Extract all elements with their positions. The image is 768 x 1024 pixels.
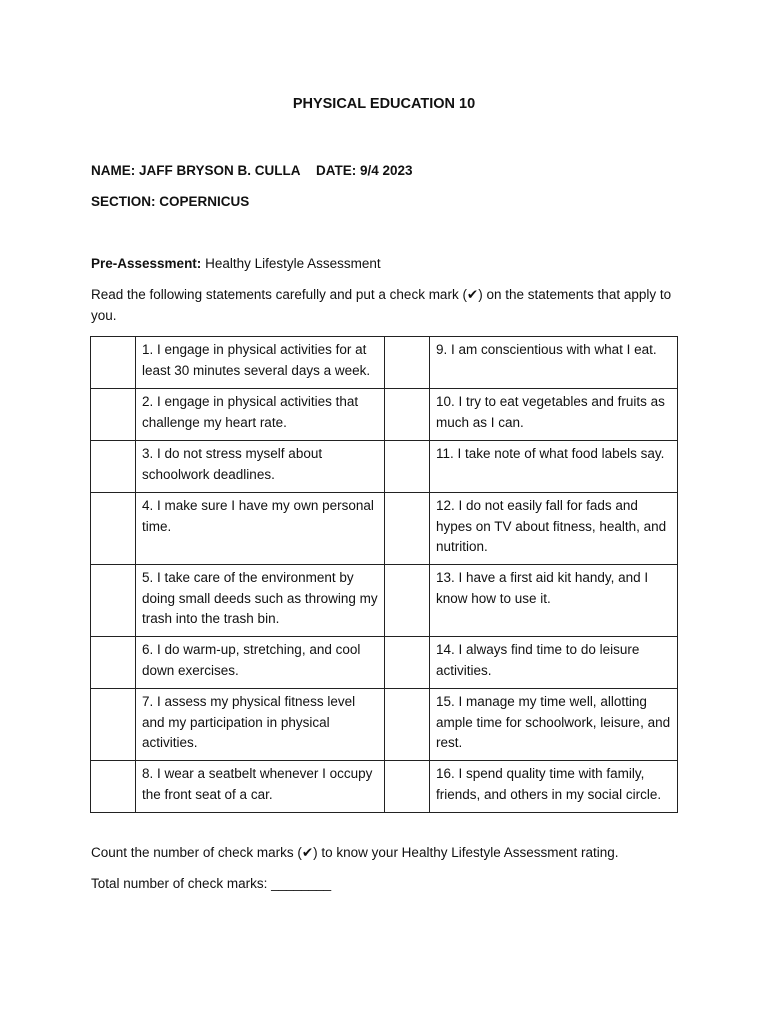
check-box-cell[interactable] (385, 337, 430, 389)
statement-cell: 12. I do not easily fall for fads and hypes on TV about fitness, health, and nutrition. (430, 493, 678, 565)
table-row (91, 337, 678, 389)
check-box-cell[interactable] (91, 689, 136, 761)
statement-cell: 1. I engage in physical activities for at least 30 minutes several days a week. (136, 337, 385, 389)
date-field: DATE: 9/4 2023 (316, 163, 413, 178)
table-row (91, 493, 678, 565)
check-box-cell[interactable] (91, 565, 136, 637)
statement-cell: 8. I wear a seatbelt whenever I occupy the front seat of a car. (136, 761, 385, 813)
statement-cell: 7. I assess my physical fitness level and my participation in physical activities. (136, 689, 385, 761)
check-box-cell[interactable] (385, 761, 430, 813)
total-check-marks-field[interactable]: Total number of check marks: ________ (91, 876, 332, 891)
statement-cell: 16. I spend quality time with family, friends, and others in my social circle. (430, 761, 678, 813)
statement-cell: 10. I try to eat vegetables and fruits as much as I can. (430, 389, 678, 441)
check-box-cell[interactable] (91, 637, 136, 689)
assessment-table (90, 336, 678, 813)
check-box-cell[interactable] (385, 493, 430, 565)
statement-cell: 2. I engage in physical activities that challenge my heart rate. (136, 389, 385, 441)
statement-cell: 6. I do warm-up, stretching, and cool down exercises. (136, 637, 385, 689)
check-box-cell[interactable] (91, 761, 136, 813)
check-box-cell[interactable] (91, 389, 136, 441)
table-row (91, 389, 678, 441)
statement-cell: 15. I manage my time well, allotting ample time for schoolwork, leisure, and rest. (430, 689, 678, 761)
pre-assessment-text: Healthy Lifestyle Assessment (205, 256, 381, 271)
statement-cell: 11. I take note of what food labels say. (430, 441, 678, 493)
check-box-cell[interactable] (385, 389, 430, 441)
table-row (91, 689, 678, 761)
check-box-cell[interactable] (385, 689, 430, 761)
check-box-cell[interactable] (385, 565, 430, 637)
instruction-text: Read the following statements carefully and put a check mark (✔) on the statements that apply to you. (91, 287, 672, 323)
table-row (91, 565, 678, 637)
statement-cell: 3. I do not stress myself about schoolwork deadlines. (136, 441, 385, 493)
student-name: NAME: JAFF BRYSON B. CULLA (91, 163, 301, 178)
statement-cell: 9. I am conscientious with what I eat. (430, 337, 678, 389)
pre-assessment-heading (91, 256, 381, 271)
check-box-cell[interactable] (91, 441, 136, 493)
statement-cell: 13. I have a first aid kit handy, and I know how to use it. (430, 565, 678, 637)
table-row (91, 441, 678, 493)
section-field: SECTION: COPERNICUS (91, 194, 250, 209)
statement-cell: 14. I always find time to do leisure activities. (430, 637, 678, 689)
table-row (91, 761, 678, 813)
statement-cell: 5. I take care of the environment by doing small deeds such as throwing my trash into the trash bin. (136, 565, 385, 637)
pre-assessment-label: Pre-Assessment: (91, 256, 202, 271)
count-instruction: Count the number of check marks (✔) to know your Healthy Lifestyle Assessment rating. (91, 845, 619, 860)
document-title: PHYSICAL EDUCATION 10 (292, 96, 476, 112)
check-box-cell[interactable] (91, 337, 136, 389)
statement-cell: 4. I make sure I have my own personal time. (136, 493, 385, 565)
check-box-cell[interactable] (385, 441, 430, 493)
table-row (91, 637, 678, 689)
check-box-cell[interactable] (385, 637, 430, 689)
check-box-cell[interactable] (91, 493, 136, 565)
name-line (91, 163, 413, 178)
